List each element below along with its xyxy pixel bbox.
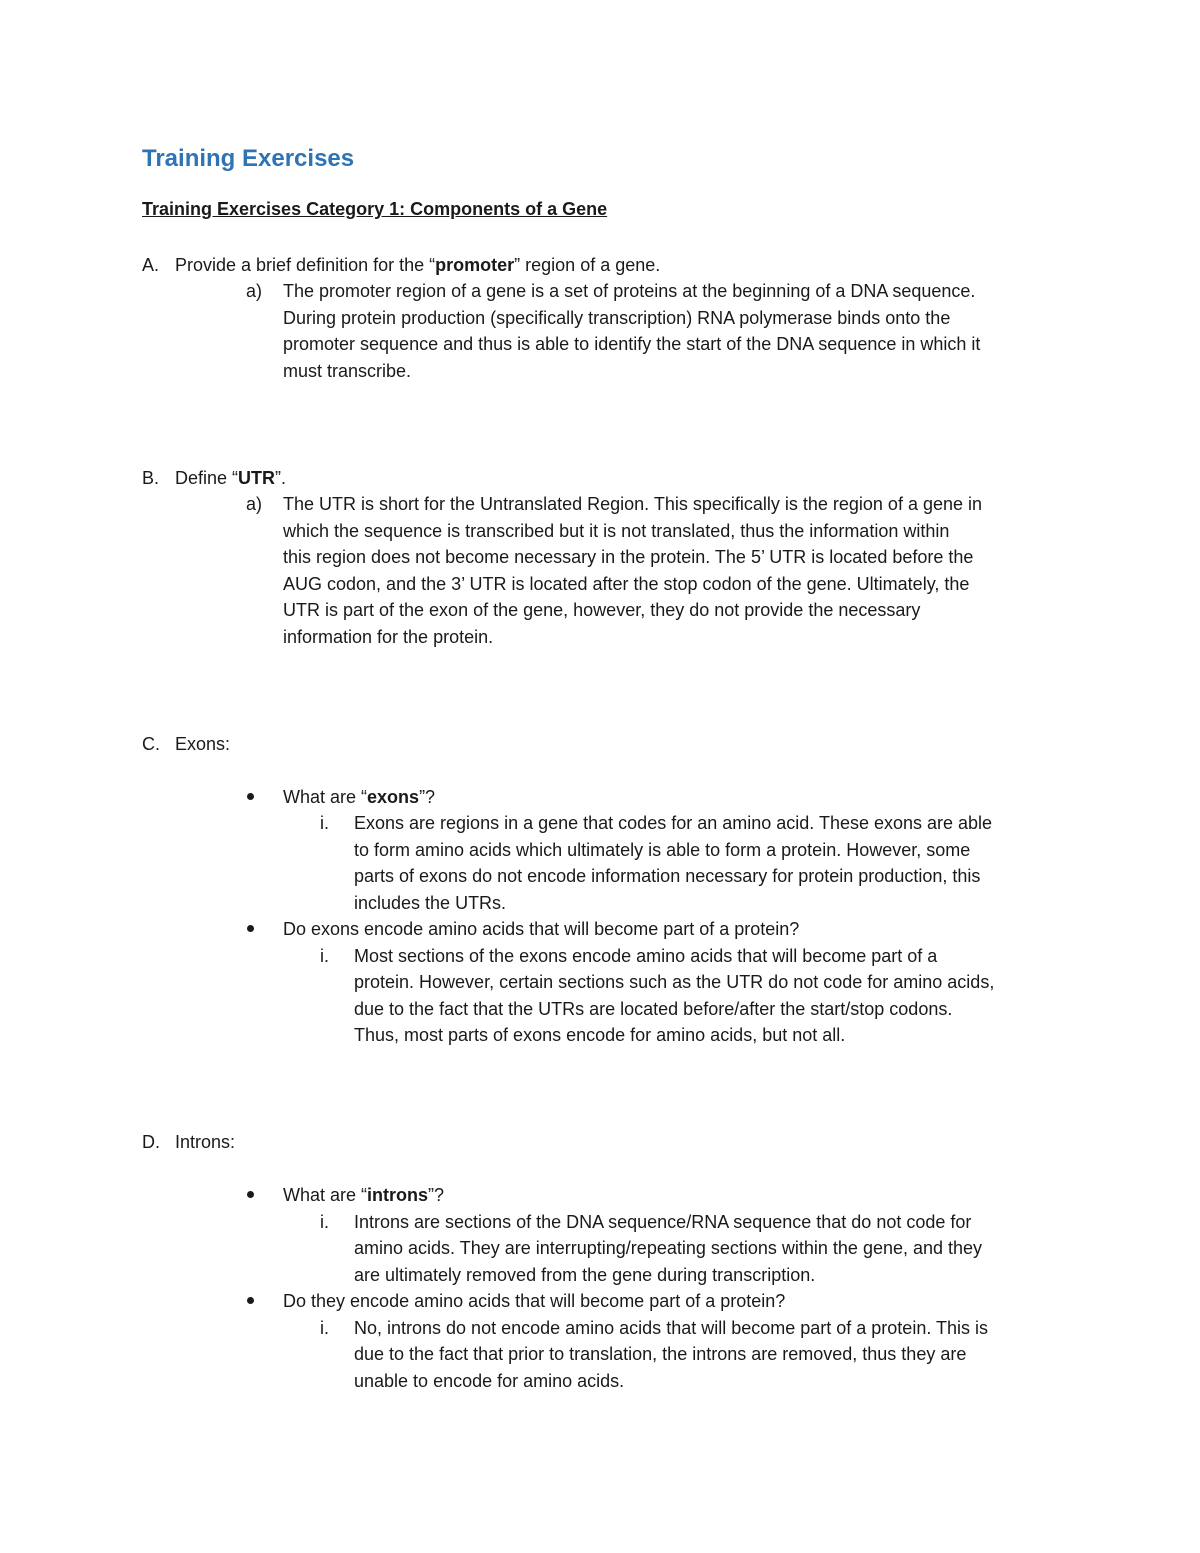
section-d-q1-post: ”?	[428, 1185, 445, 1205]
section-c-answer-2-line: due to the fact that the UTRs are located before/after the start/stop codons.	[354, 998, 953, 1019]
section-b-question-term: UTR	[238, 468, 276, 488]
bullet-icon	[247, 793, 254, 800]
section-b-question-post: ”.	[275, 468, 287, 488]
section-c-marker: C.	[142, 734, 160, 754]
section-d-question-2: Do they encode amino acids that will become part of a protein?	[283, 1291, 786, 1311]
category-heading: Training Exercises Category 1: Components of a Gene	[142, 199, 608, 219]
section-a-question-post: ” region of a gene.	[514, 255, 661, 275]
section-c-answer-1-marker: i.	[320, 813, 329, 833]
section-b-answer-marker: a)	[246, 494, 263, 514]
section-c-q1-post: ”?	[419, 787, 436, 807]
section-c-q1-pre: What are “	[283, 787, 368, 807]
section-a-marker: A.	[142, 255, 160, 275]
section-b-marker: B.	[142, 468, 160, 488]
bullet-icon	[247, 1297, 254, 1304]
section-a-question	[175, 252, 660, 279]
section-d-answer-1-line: amino acids. They are interrupting/repeating sections within the gene, and they	[354, 1238, 983, 1258]
section-d-answer-1-marker: i.	[320, 1211, 329, 1232]
section-b-answer-line: information for the protein.	[283, 626, 494, 647]
section-b-answer-line: this region does not become necessary in the protein. The 5’ UTR is located before the	[283, 547, 974, 567]
section-c-answer-1-line: includes the UTRs.	[354, 892, 507, 913]
section-c-heading: Exons:	[175, 734, 231, 754]
section-c-answer-1-line: Exons are regions in a gene that codes for an amino acid. These exons are able	[354, 813, 993, 833]
section-c-answer-1-line: to form amino acids which ultimately is able to form a protein. However, some	[354, 839, 971, 860]
section-a-answer-line: During protein production (specifically transcription) RNA polymerase binds onto the	[283, 307, 951, 328]
section-a-answer-line: must transcribe.	[283, 360, 412, 381]
section-a-answer-line: The promoter region of a gene is a set of proteins at the beginning of a DNA sequence.	[283, 281, 976, 301]
section-b-question-pre: Define “	[175, 468, 239, 488]
section-d-q1-pre: What are “	[283, 1185, 368, 1205]
section-b-answer-line: AUG codon, and the 3’ UTR is located after the stop codon of the gene. Ultimately, the	[283, 573, 970, 594]
section-a-answer-line: promoter sequence and thus is able to identify the start of the DNA sequence in which it	[283, 334, 981, 354]
section-c-q1-term: exons	[367, 787, 420, 807]
section-b-question	[175, 465, 286, 492]
section-a-answer-marker: a)	[246, 281, 263, 301]
section-a-question-pre: Provide a brief definition for the “	[175, 255, 436, 275]
page-title: Training Exercises	[142, 145, 355, 172]
section-b-answer-line: The UTR is short for the Untranslated Region. This specifically is the region of a gene in	[283, 494, 983, 514]
section-d-answer-1-line: Introns are sections of the DNA sequence/RNA sequence that do not code for	[354, 1211, 972, 1232]
bullet-icon	[247, 925, 254, 932]
section-b-answer-line: which the sequence is transcribed but it is not translated, thus the information within	[283, 520, 950, 541]
section-c-answer-2-line: Most sections of the exons encode amino acids that will become part of a	[354, 945, 938, 966]
section-c-question-2: Do exons encode amino acids that will become part of a protein?	[283, 919, 800, 939]
section-d-answer-2-line: unable to encode for amino acids.	[354, 1370, 625, 1391]
section-d-answer-1-line: are ultimately removed from the gene during transcription.	[354, 1264, 816, 1285]
section-a-question-term: promoter	[435, 255, 515, 275]
section-d-answer-2-line: due to the fact that prior to translation, the introns are removed, thus they are	[354, 1344, 967, 1364]
section-c-answer-2-marker: i.	[320, 945, 329, 966]
section-c-answer-2-line: Thus, most parts of exons encode for amino acids, but not all.	[354, 1025, 846, 1045]
section-d-q1-term: introns	[367, 1185, 429, 1205]
section-d-marker: D.	[142, 1132, 160, 1152]
section-d-answer-2-line: No, introns do not encode amino acids that will become part of a protein. This is	[354, 1317, 989, 1338]
section-c-question-1	[283, 784, 435, 811]
bullet-icon	[247, 1191, 254, 1198]
section-d-heading: Introns:	[175, 1132, 236, 1152]
section-d-question-1	[283, 1182, 444, 1209]
section-c-answer-1-line: parts of exons do not encode information necessary for protein production, this	[354, 866, 981, 886]
section-b-answer-line: UTR is part of the exon of the gene, however, they do not provide the necessary	[283, 600, 921, 620]
section-c-answer-2-line: protein. However, certain sections such as the UTR do not code for amino acids,	[354, 972, 995, 992]
section-d-answer-2-marker: i.	[320, 1317, 329, 1338]
